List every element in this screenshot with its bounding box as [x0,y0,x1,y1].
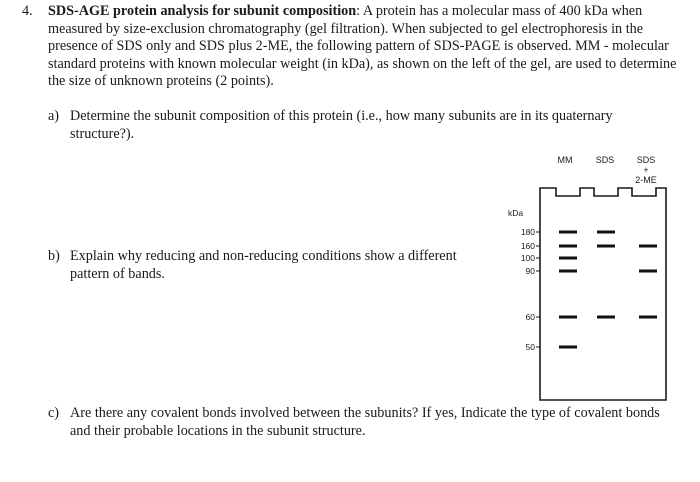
part-c-text: Are there any covalent bonds involved between the subunits? If yes, Indicate the type of covalent bonds and their probable locations in the subunit structure. [70,405,660,439]
band-mm-160 [559,245,577,248]
band-mm-50 [559,346,577,349]
part-a-text: Determine the subunit composition of this protein (i.e., how many subunits are in its quaternary structure?). [70,108,613,142]
question-number: 4. [22,3,33,19]
gel-outline [540,188,666,400]
band-sds-2me-160 [639,245,657,248]
band-mm-60 [559,316,577,319]
band-sds-180 [597,231,615,234]
marker-tick-label: 50 [525,342,535,352]
marker-tick-label: 160 [520,241,535,251]
question-title: SDS-AGE protein analysis for subunit composition [48,3,357,19]
band-sds-60 [597,316,615,319]
lane-label-sds: SDS [595,155,615,165]
band-mm-180 [559,231,577,234]
marker-tick-label: 180 [520,227,535,237]
question-body: : A protein has a molecular mass of 400 kDa when measured by size-exclusion chromatography (gel filtration). When subjected to gel electrophoresis in the presence of SDS only and SDS plus 2-ME, the following pattern of SDS-PAGE is observed. MM - molecular standard proteins with known molecular weight (in kDa), as shown on the left of the gel, are used to determine the size of unknown proteins (2 points). [48,3,677,89]
marker-tick-label: 100 [520,253,535,263]
marker-tick-label: 90 [525,266,535,276]
gel-bands [559,231,657,349]
marker-tick-label: 60 [525,312,535,322]
part-b-label: b) [48,248,60,264]
lane-label-sds-2me: SDS + 2-ME [635,155,657,185]
band-sds-2me-90 [639,270,657,273]
band-mm-90 [559,270,577,273]
band-sds-160 [597,245,615,248]
part-b-text: Explain why reducing and non-reducing conditions show a different pattern of bands. [70,248,457,282]
lane-label-mm: MM [557,155,573,165]
kda-label: kDa [508,208,524,218]
band-mm-100 [559,257,577,260]
band-sds-2me-60 [639,316,657,319]
part-a-label: a) [48,108,60,124]
part-c-label: c) [48,405,60,421]
